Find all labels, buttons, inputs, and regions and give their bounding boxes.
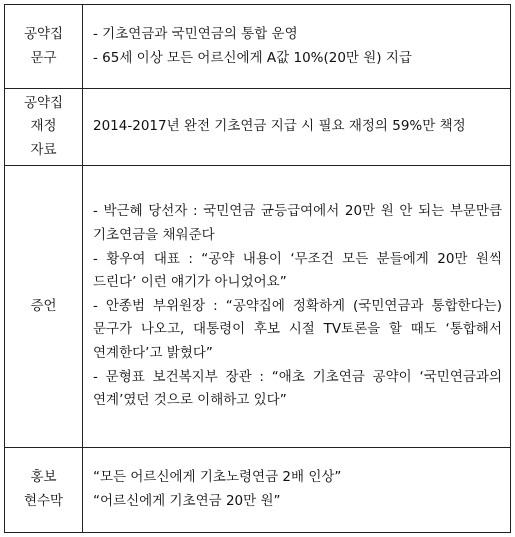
- row-label-line: 증언: [30, 297, 57, 314]
- content-line: “모든 어르신에게 기초노령연금 2배 인상”: [93, 469, 342, 486]
- content-line: “어르신에게 기초연금 20만 원”: [93, 492, 281, 509]
- content-line: - 황우여 대표 : “공약 내용이 ‘무조건 모든 분들에게 20만 원씩 드린다’ 이런 얘기가 아니었어요”: [93, 250, 502, 291]
- table-row-pledge-text: [5, 5, 511, 89]
- row-label-line: 자료: [30, 142, 57, 159]
- row-content-pledge-finance: [83, 89, 511, 166]
- table-row-banner: [5, 447, 511, 532]
- content-line: - 문형표 보건복지부 장관 : “애초 기초연금 공약이 ‘국민연금과의 연계’였던 것으로 이해하고 있다”: [93, 368, 502, 409]
- row-label-testimony: [5, 166, 83, 448]
- table-row-pledge-finance: [5, 89, 511, 166]
- content-line: - 박근혜 당선자 : 국민연금 균등급여에서 20만 원 안 되는 부문만큼 기초연금을 채워준다: [93, 203, 502, 243]
- content-line: 2014-2017년 완전 기초연금 지급 시 필요 재정의 59%만 책정: [93, 118, 466, 135]
- row-label-pledge-finance: [5, 89, 83, 166]
- row-label-line: 현수막: [23, 492, 64, 509]
- row-label-line: 문구: [30, 49, 57, 66]
- content-line: - 안종범 부위원장 : “공약집에 정확하게 (국민연금과 통합한다는) 문구가 나오고, 대통령이 후보 시절 TV토론을 할 때도 ‘통합해서 연계한다’고 밝혔다”: [93, 297, 502, 361]
- row-content-testimony: [83, 166, 511, 448]
- row-label-line: 공약집: [23, 94, 64, 111]
- row-label-banner: [5, 447, 83, 532]
- row-content-pledge-text: [83, 5, 511, 89]
- row-label-line: 공약집: [23, 25, 64, 42]
- table-row-testimony: [5, 166, 511, 448]
- pledge-comparison-table: [4, 4, 511, 533]
- content-line: - 기초연금과 국민연금의 통합 운영: [93, 25, 298, 42]
- row-label-pledge-text: [5, 5, 83, 89]
- row-label-line: 홍보: [30, 469, 57, 486]
- content-line: - 65세 이상 모든 어르신에게 A값 10%(20만 원) 지급: [93, 49, 412, 66]
- row-label-line: 재정: [30, 118, 57, 135]
- row-content-banner: [83, 447, 511, 532]
- pledge-comparison-table-container: [4, 4, 511, 533]
